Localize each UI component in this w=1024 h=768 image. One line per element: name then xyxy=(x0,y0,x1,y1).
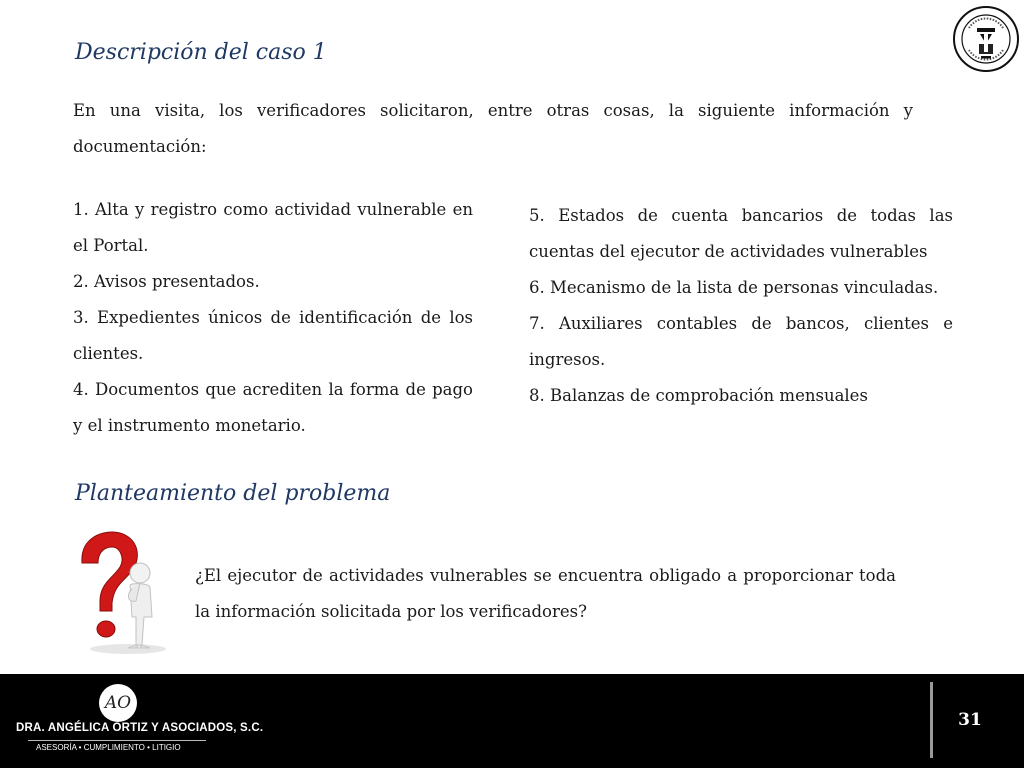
problem-question: ¿El ejecutor de actividades vulnerables se encuentra obligado a proporcionar toda la información solicitada por los verificadores? xyxy=(195,566,896,621)
problem-title: Planteamiento del problema xyxy=(75,481,391,506)
list-item: 8. Balanzas de comprobación mensuales xyxy=(529,386,868,405)
list-item: 4. Documentos que acrediten la forma de pago y el instrumento monetario. xyxy=(73,380,473,435)
seal-icon xyxy=(953,6,1019,72)
firm-logo-icon xyxy=(99,684,137,722)
list-item: 6. Mecanismo de la lista de personas vinculadas. xyxy=(529,278,939,297)
list-item: 1. Alta y registro como actividad vulnerable en el Portal. xyxy=(73,200,473,255)
requirements-list-left xyxy=(73,192,473,444)
intro-paragraph: En una visita, los verificadores solicitaron, entre otras cosas, la siguiente información y documentación: xyxy=(73,101,913,156)
footer-divider xyxy=(930,682,933,758)
list-item: 2. Avisos presentados. xyxy=(73,272,260,291)
logo-initials: AO xyxy=(104,693,132,713)
footer-bar xyxy=(0,674,1024,768)
firm-divider xyxy=(28,740,206,741)
firm-tagline: ASESORÍA • CUMPLIMIENTO • LITIGIO xyxy=(36,743,181,752)
firm-name: DRA. ANGÉLICA ORTIZ Y ASOCIADOS, S.C. xyxy=(16,722,264,734)
list-item: 5. Estados de cuenta bancarios de todas las cuentas del ejecutor de actividades vulnerables xyxy=(529,206,953,261)
requirements-list-right xyxy=(529,198,953,414)
page-number: 31 xyxy=(958,710,982,730)
list-item: 7. Auxiliares contables de bancos, clientes e ingresos. xyxy=(529,314,953,369)
question-mark-figure-icon xyxy=(70,525,175,655)
slide-title: Descripción del caso 1 xyxy=(75,40,327,65)
list-item: 3. Expedientes únicos de identificación de los clientes. xyxy=(73,308,473,363)
